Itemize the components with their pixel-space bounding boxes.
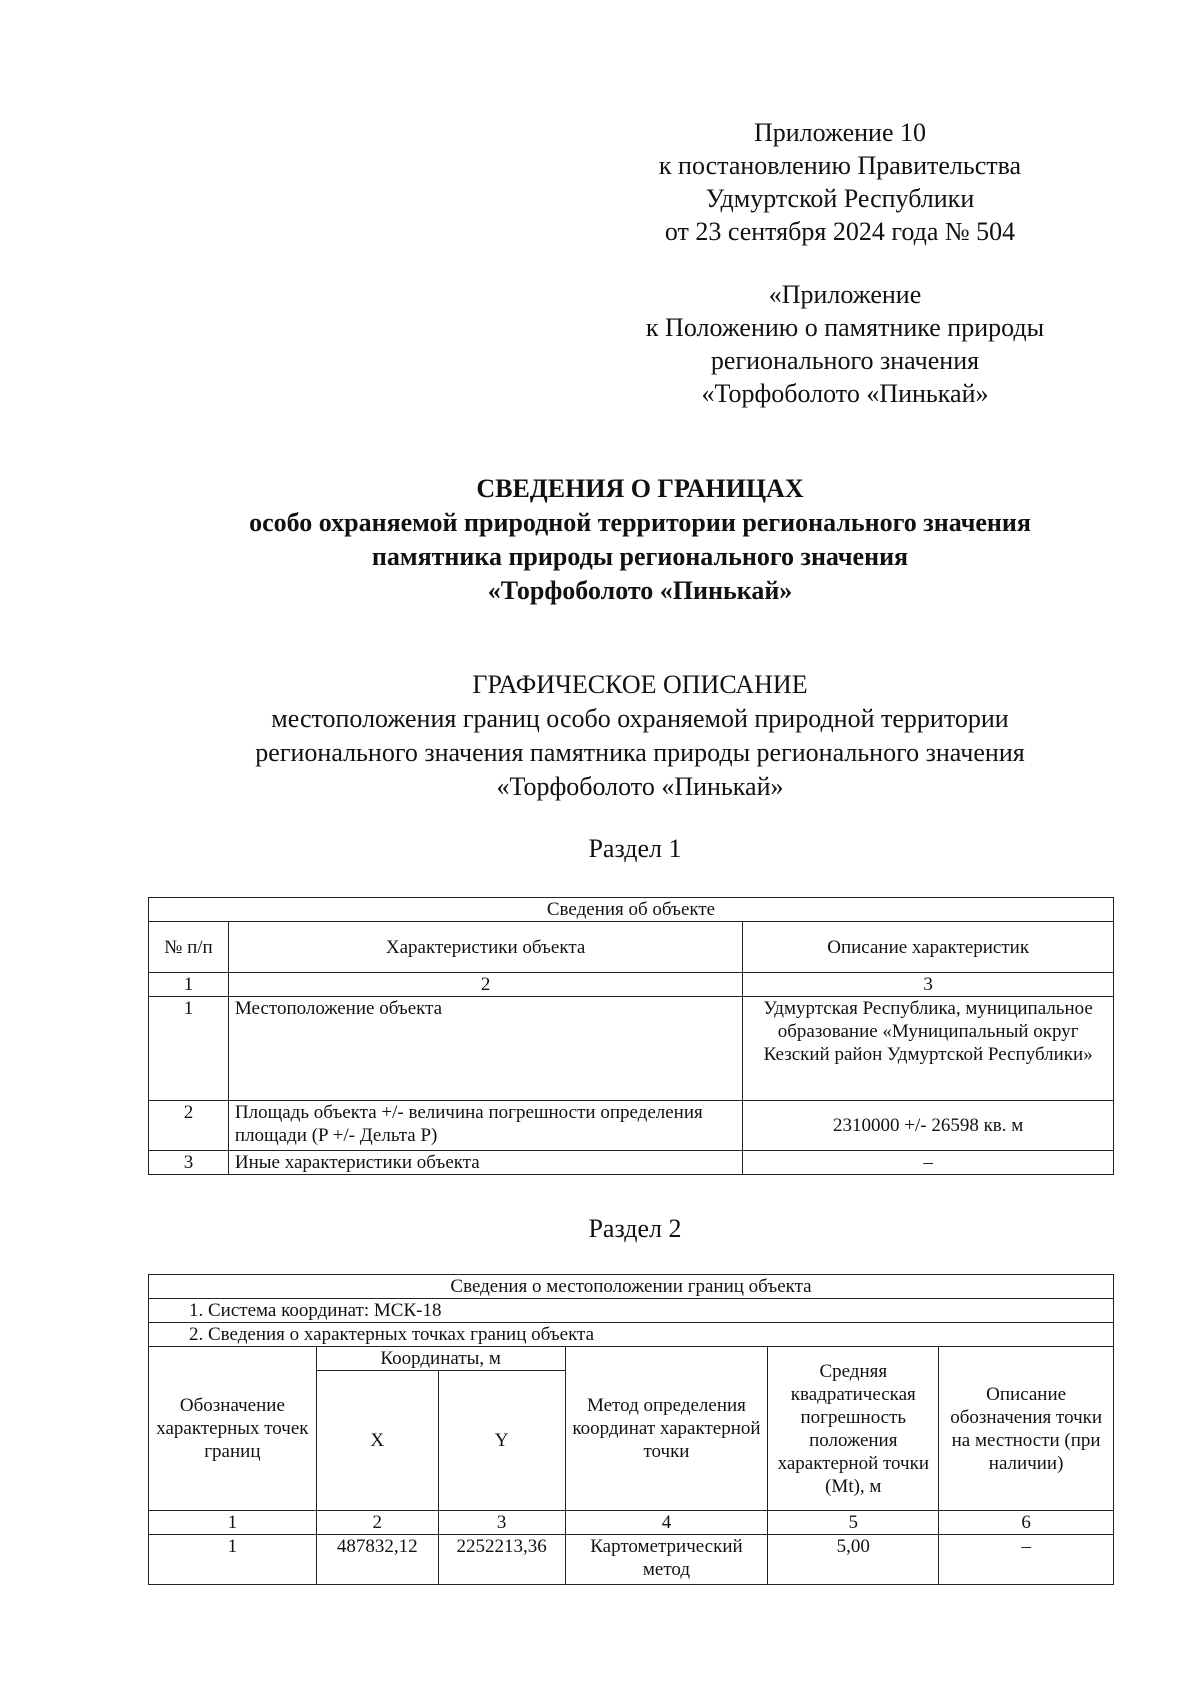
point-y: 2252213,36 (438, 1535, 565, 1585)
column-header: Обозначение характерных точек границ (149, 1347, 317, 1511)
graphic-description-line: местоположения границ особо охраняемой природной территории (271, 704, 1009, 733)
point-id: 1 (149, 1535, 317, 1585)
table-title: Сведения об объекте (149, 898, 1114, 922)
boundary-points-table (148, 1274, 1114, 1585)
characteristic-name: Площадь объекта +/- величина погрешности определения площади (P +/- Дельта P) (228, 1101, 742, 1151)
table-row (149, 1535, 1114, 1585)
column-number: 4 (565, 1511, 768, 1535)
point-description: – (939, 1535, 1114, 1585)
column-number: 3 (438, 1511, 565, 1535)
column-header-x: X (316, 1371, 438, 1511)
row-number: 3 (149, 1151, 229, 1175)
appendix-line: к постановлению Правительства (658, 151, 1022, 180)
quoted-appendix-line: регионального значения (710, 346, 980, 375)
column-header: Описание обозначения точки на местности (при наличии) (939, 1347, 1114, 1511)
graphic-description-line: регионального значения памятника природы регионального значения (255, 738, 1025, 767)
appendix-line: Удмуртской Республики (705, 184, 975, 213)
points-heading: 2. Сведения о характерных точках границ объекта (149, 1323, 1114, 1347)
column-header: Средняя квадратическая погрешность положения характерной точки (Mt), м (768, 1347, 939, 1511)
main-title-line: СВЕДЕНИЯ О ГРАНИЦАХ (476, 474, 804, 503)
appendix-header (600, 116, 1080, 248)
characteristic-value: – (743, 1151, 1114, 1175)
quoted-appendix-line: «Торфоболото «Пинькай» (701, 379, 989, 408)
column-header: Описание характеристик (743, 922, 1114, 973)
table-row (149, 997, 1114, 1101)
characteristic-value: Удмуртская Республика, муниципальное образование «Муниципальный округ Кезский район Удмуртской Республики» (743, 997, 1114, 1101)
point-method: Картометрический метод (565, 1535, 768, 1585)
coordinate-system: 1. Система координат: МСК-18 (149, 1299, 1114, 1323)
column-number: 5 (768, 1511, 939, 1535)
characteristic-name: Местоположение объекта (228, 997, 742, 1101)
main-title (105, 472, 1175, 608)
graphic-description (105, 668, 1175, 804)
column-number: 6 (939, 1511, 1114, 1535)
column-header: Метод определения координат характерной точки (565, 1347, 768, 1511)
table-title: Сведения о местоположении границ объекта (149, 1275, 1114, 1299)
column-header: Характеристики объекта (228, 922, 742, 973)
point-error: 5,00 (768, 1535, 939, 1585)
characteristic-value: 2310000 +/- 26598 кв. м (743, 1101, 1114, 1151)
quoted-appendix-line: «Приложение (768, 280, 922, 309)
appendix-line: от 23 сентября 2024 года № 504 (664, 217, 1016, 246)
row-number: 2 (149, 1101, 229, 1151)
point-x: 487832,12 (316, 1535, 438, 1585)
column-number: 1 (149, 1511, 317, 1535)
quoted-appendix-line: к Положению о памятнике природы (645, 313, 1045, 342)
section1-label: Раздел 1 (588, 834, 682, 863)
column-number: 2 (228, 973, 742, 997)
column-header: № п/п (149, 922, 229, 973)
appendix-line: Приложение 10 (753, 118, 927, 147)
column-number: 3 (743, 973, 1114, 997)
object-info-table (148, 897, 1114, 1175)
section2-label: Раздел 2 (588, 1214, 682, 1243)
main-title-line: «Торфоболото «Пинькай» (487, 576, 793, 605)
table-row (149, 1101, 1114, 1151)
main-title-line: памятника природы регионального значения (371, 542, 909, 571)
main-title-line: особо охраняемой природной территории регионального значения (249, 508, 1031, 537)
column-number: 1 (149, 973, 229, 997)
characteristic-name: Иные характеристики объекта (228, 1151, 742, 1175)
column-header: Координаты, м (316, 1347, 565, 1371)
row-number: 1 (149, 997, 229, 1101)
table-row (149, 1151, 1114, 1175)
graphic-description-line: «Торфоболото «Пинькай» (496, 772, 784, 801)
quoted-appendix-header (595, 278, 1095, 410)
column-header-y: Y (438, 1371, 565, 1511)
column-number: 2 (316, 1511, 438, 1535)
graphic-description-line: ГРАФИЧЕСКОЕ ОПИСАНИЕ (472, 670, 808, 699)
